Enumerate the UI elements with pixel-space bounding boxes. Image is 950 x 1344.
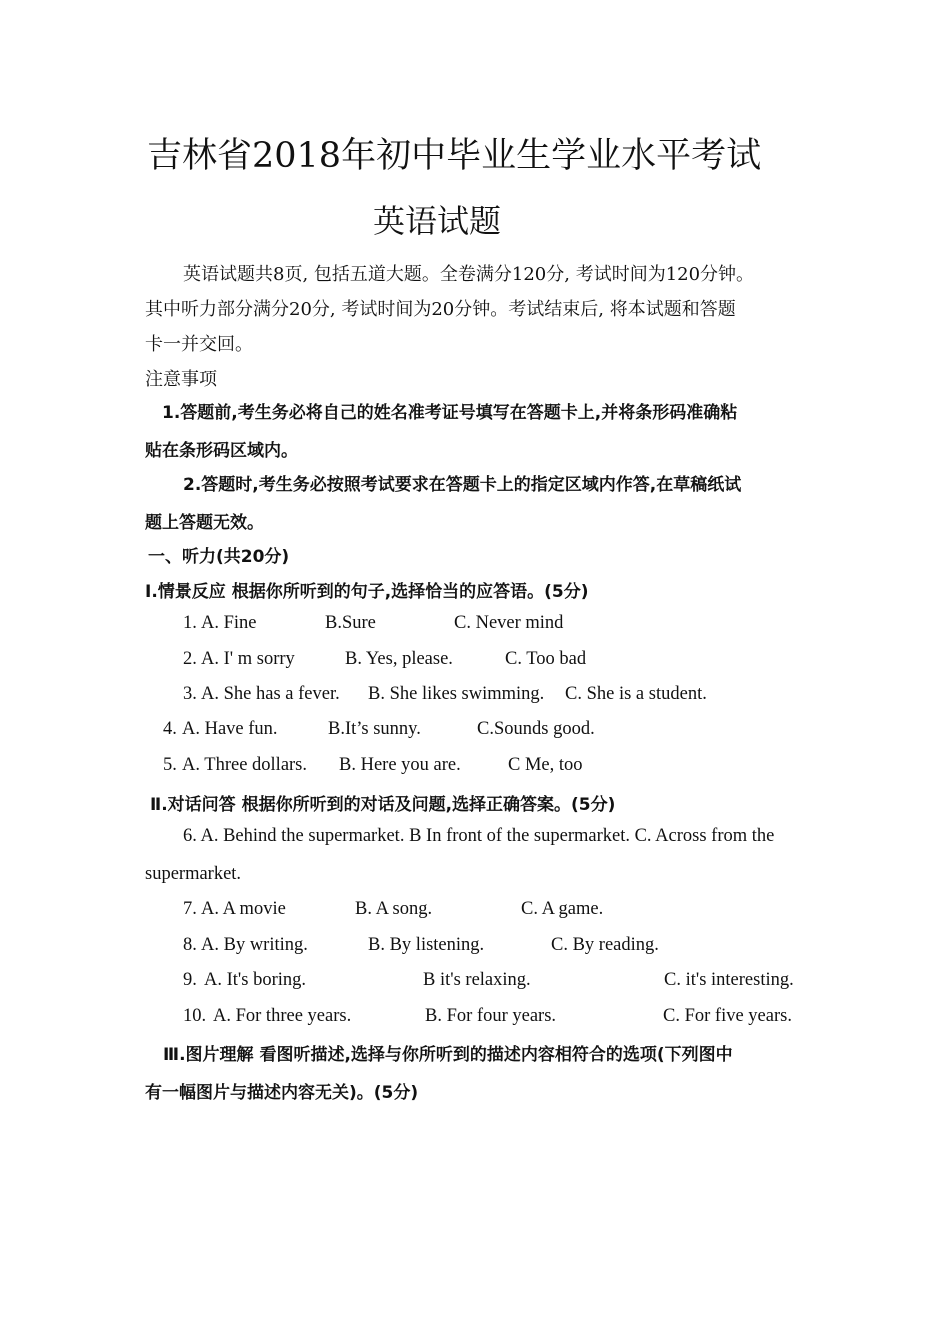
note-1-line-2: 贴在条形码区域内。: [145, 441, 298, 461]
option-b: B. For four years.: [425, 1006, 557, 1026]
page-subtitle: 英语试题: [373, 202, 502, 240]
page-title: 吉林省2018年初中毕业生学业水平考试: [147, 136, 762, 176]
note-1-line-1: 1.答题前,考生务必将自己的姓名准考证号填写在答题卡上,并将条形码准确粘: [162, 403, 738, 423]
option-a: A. Fine: [201, 613, 257, 633]
question-number: 9.: [183, 970, 197, 990]
option-b: B. She likes swimming.: [368, 684, 545, 704]
option-a: A. By writing.: [201, 935, 308, 955]
option-a: A. She has a fever.: [201, 684, 340, 704]
section-2-heading: Ⅱ.对话问答 根据你所听到的对话及问题,选择正确答案。(5分): [150, 795, 616, 815]
option-a: A. I' m sorry: [201, 649, 295, 669]
question-number: 7.: [183, 899, 197, 919]
question-number: 4.: [163, 719, 177, 739]
option-c: C. Never mind: [454, 613, 564, 633]
option-b: B. A song.: [355, 899, 433, 919]
option-a: A. Have fun.: [182, 719, 278, 739]
option-c: C. For five years.: [663, 1006, 792, 1026]
option-b: B.Sure: [325, 613, 376, 633]
option-b: B.It’s sunny.: [328, 719, 421, 739]
option-c: C.Sounds good.: [477, 719, 595, 739]
intro-line-1: 英语试题共8页, 包括五道大题。全卷满分120分, 考试时间为120分钟。: [183, 264, 755, 285]
intro-line-3: 卡一并交回。: [145, 334, 253, 355]
option-b: B it's relaxing.: [423, 970, 531, 990]
option-a: A. It's boring.: [204, 970, 306, 990]
section-1-heading: I.情景反应 根据你所听到的句子,选择恰当的应答语。(5分): [145, 582, 589, 602]
option-b: B. Here you are.: [339, 755, 461, 775]
option-a: A. Three dollars.: [182, 755, 308, 775]
note-2-line-2: 题上答题无效。: [145, 513, 264, 533]
question-number: 8.: [183, 935, 197, 955]
question-6-line-1: 6. A. Behind the supermarket. B In front of the supermarket. C. Across from the: [183, 826, 775, 846]
option-c: C. She is a student.: [565, 684, 707, 704]
question-number: 10.: [183, 1006, 207, 1026]
option-c: C. Too bad: [505, 649, 587, 669]
option-b: B. By listening.: [368, 935, 485, 955]
option-c: C. it's interesting.: [664, 970, 794, 990]
notes-heading: 注意事项: [145, 369, 217, 390]
option-a: A. For three years.: [213, 1006, 352, 1026]
intro-line-2: 其中听力部分满分20分, 考试时间为20分钟。考试结束后, 将本试题和答题: [145, 299, 736, 320]
option-c: C. By reading.: [551, 935, 659, 955]
question-number: 5.: [163, 755, 177, 775]
option-c: C. A game.: [521, 899, 604, 919]
option-a: A. A movie: [201, 899, 286, 919]
section-3-heading-line-2: 有一幅图片与描述内容无关)。(5分): [145, 1083, 419, 1103]
section-3-heading-line-1: Ⅲ.图片理解 看图听描述,选择与你所听到的描述内容相符合的选项(下列图中: [163, 1045, 733, 1065]
question-number: 3.: [183, 684, 197, 704]
option-b: B. Yes, please.: [345, 649, 453, 669]
option-c: C Me, too: [508, 755, 583, 775]
note-2-line-1: 2.答题时,考生务必按照考试要求在答题卡上的指定区域内作答,在草稿纸试: [183, 475, 742, 495]
part-1-heading: 一、听力(共20分): [148, 547, 290, 567]
question-6-line-2: supermarket.: [145, 864, 242, 884]
question-number: 2.: [183, 649, 197, 669]
question-number: 1.: [183, 613, 197, 633]
